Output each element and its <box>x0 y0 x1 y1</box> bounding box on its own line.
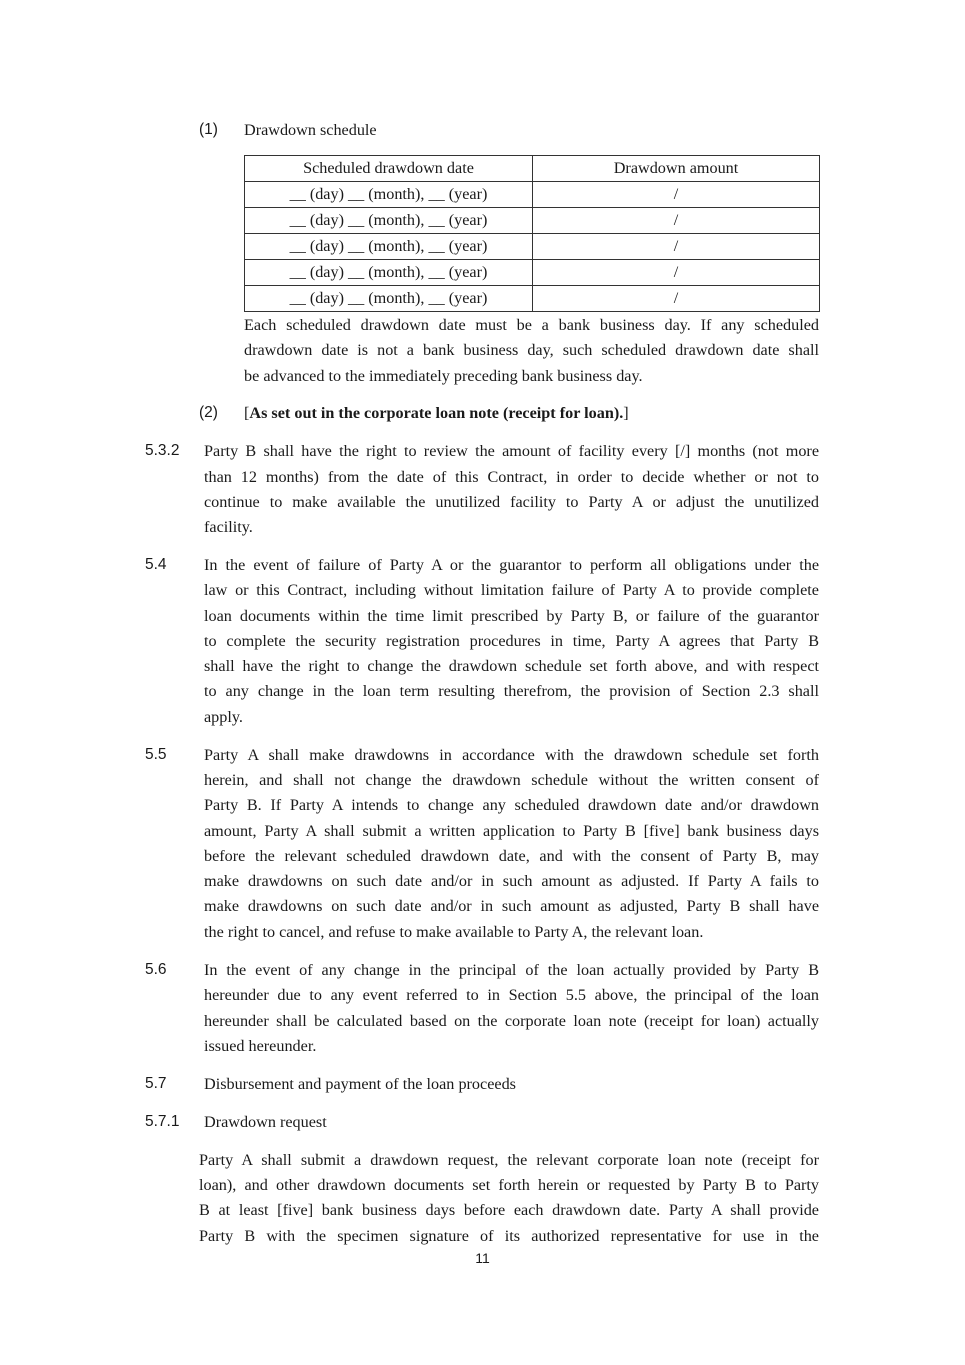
section-5-3-2-number: 5.3.2 <box>145 442 180 459</box>
section-5-4-line: to any change in the loan term resulting therefrom, the provision of Section 2.3 shall <box>204 682 819 700</box>
section-5-7-1-title: Drawdown request <box>204 1113 327 1131</box>
cell-date: __ (day) __ (month), __ (year) <box>245 260 533 286</box>
table-row <box>245 260 820 286</box>
table-row <box>245 234 820 260</box>
table-row <box>245 208 820 234</box>
section-5-7-1-number: 5.7.1 <box>145 1113 180 1130</box>
section-5-5-line: before the relevant scheduled drawdown date, and with the consent of Party B, may <box>204 847 819 865</box>
section-5-6-line: issued hereunder. <box>204 1037 317 1055</box>
section-5-4-number: 5.4 <box>145 556 167 573</box>
note-line: drawdown date is not a bank business day, such scheduled drawdown date shall <box>244 341 819 359</box>
section-5-3-2-line: Party B shall have the right to review the amount of facility every [/] months (not more <box>204 442 819 460</box>
section-5-7-1-body-line: Party B with the specimen signature of its authorized representative for use in the <box>199 1227 819 1245</box>
header-scheduled-date: Scheduled drawdown date <box>245 156 533 182</box>
section-5-3-2-line: continue to make available the unutilized facility to Party A or adjust the unutilized <box>204 493 819 511</box>
cell-amount: / <box>533 286 820 312</box>
bracket-open: [ <box>244 404 250 422</box>
section-5-7-1-body-line: Party A shall submit a drawdown request, the relevant corporate loan note (receipt for <box>199 1151 819 1169</box>
cell-date: __ (day) __ (month), __ (year) <box>245 182 533 208</box>
header-drawdown-amount: Drawdown amount <box>533 156 820 182</box>
section-5-3-2-line: facility. <box>204 518 253 536</box>
section-5-4-line: law or this Contract, including without limitation failure of Party A to provide complete <box>204 581 819 599</box>
section-5-4-line: apply. <box>204 708 243 726</box>
section-5-3-2-line: than 12 months) from the date of this Contract, in order to decide whether or not to <box>204 468 819 486</box>
cell-date: __ (day) __ (month), __ (year) <box>245 234 533 260</box>
section-5-5-line: make drawdowns on such date and/or in such amount as adjusted, Party B shall have <box>204 897 819 915</box>
section-5-6-number: 5.6 <box>145 961 167 978</box>
section-5-7-1-body-line: B at least [five] bank business days before each drawdown date. Party A shall provide <box>199 1201 819 1219</box>
section-5-6-line: hereunder due to any event referred to in Section 5.5 above, the principal of the loan <box>204 986 819 1004</box>
section-5-4-line: shall have the right to change the drawdown schedule set forth above, and with respect <box>204 657 819 675</box>
table-header-row <box>245 156 820 182</box>
section-5-5-line: Party B. If Party A intends to change any scheduled drawdown date and/or drawdown <box>204 796 819 814</box>
section-5-6-line: hereunder shall be calculated based on the corporate loan note (receipt for loan) actually <box>204 1012 819 1030</box>
section-5-5-line: amount, Party A shall submit a written application to Party B [five] bank business days <box>204 822 819 840</box>
note-line: be advanced to the immediately preceding bank business day. <box>244 367 643 385</box>
section-5-5-line: herein, and shall not change the drawdown schedule without the written consent of <box>204 771 819 789</box>
drawdown-schedule-table <box>244 155 820 312</box>
section-5-7-1-body-line: loan), and other drawdown documents set forth herein or requested by Party B to Party <box>199 1176 819 1194</box>
cell-amount: / <box>533 182 820 208</box>
table-row <box>245 182 820 208</box>
section-5-7-number: 5.7 <box>145 1075 167 1092</box>
item-2-bold-text: As set out in the corporate loan note (receipt for loan). <box>249 404 624 422</box>
section-5-7-title: Disbursement and payment of the loan proceeds <box>204 1075 516 1093</box>
section-5-5-line: Party A shall make drawdowns in accordance with the drawdown schedule set forth <box>204 746 819 764</box>
cell-amount: / <box>533 234 820 260</box>
section-5-4-line: loan documents within the time limit prescribed by Party B, or failure of the guarantor <box>204 607 819 625</box>
table-row <box>245 286 820 312</box>
section-5-4-line: In the event of failure of Party A or the guarantor to perform all obligations under the <box>204 556 819 574</box>
cell-amount: / <box>533 208 820 234</box>
section-5-6-line: In the event of any change in the principal of the loan actually provided by Party B <box>204 961 819 979</box>
note-line: Each scheduled drawdown date must be a bank business day. If any scheduled <box>244 316 819 334</box>
section-5-5-line: the right to cancel, and refuse to make available to Party A, the relevant loan. <box>204 923 704 941</box>
section-5-4-line: to complete the security registration procedures in time, Party A agrees that Party B <box>204 632 819 650</box>
item-1-title: Drawdown schedule <box>244 121 377 139</box>
section-5-5-line: make drawdowns on such date and/or in such amount as adjusted. If Party A fails to <box>204 872 819 890</box>
cell-amount: / <box>533 260 820 286</box>
cell-date: __ (day) __ (month), __ (year) <box>245 286 533 312</box>
section-5-5-number: 5.5 <box>145 746 167 763</box>
bracket-close: ] <box>623 404 629 422</box>
item-1-number: (1) <box>199 121 218 138</box>
page-number: 11 <box>475 1250 490 1266</box>
item-2-number: (2) <box>199 404 218 421</box>
cell-date: __ (day) __ (month), __ (year) <box>245 208 533 234</box>
item-2-text <box>244 403 629 423</box>
